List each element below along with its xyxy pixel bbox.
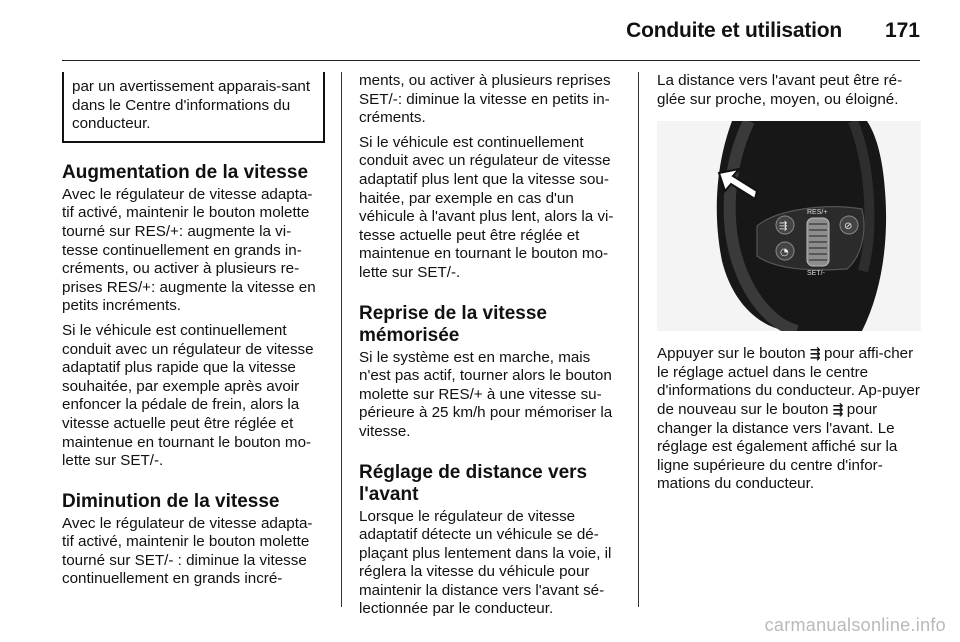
distance-button-icon: ⇶ [779,221,788,233]
page-number: 171 [884,19,920,42]
section-heading: Augmentation de la vitesse [62,161,309,183]
header-divider [62,60,920,61]
paragraph: Si le système est en marche, mais n'est pas actif, tourner alors le bouton molette sur RES/+ à une vitesse su-périeure à 25 km/h pour mémoriser la vitesse. [359,348,613,440]
paragraph: Si le véhicule est continuellement conduit avec un régulateur de vitesse adaptatif plus rapide que la vitesse souhaitée, par exemple après avoir enfoncer la pédale de frein, alors la vitesse actuelle peut être réglée et maintenue en tournant le bouton mo-lette sur SET/-. [62,321,314,470]
paragraph-text: pour changer la distance vers l'avant. Le réglage est également affiché sur la ligne supérieure du centre d'infor-mations du conducteur. [657,400,898,493]
column-divider-2 [638,72,639,607]
cancel-icon: ⊘ [844,221,853,233]
column-1 [62,72,324,595]
paragraph: Lorsque le régulateur de vitesse adaptatif détecte un véhicule se dé-plaçant plus lentement dans la voie, il réglera la vitesse du véhicule pour maintenir la distance vers l'avant sé-lectionnée par le conducteur. [359,507,612,618]
paragraph: Si le véhicule est continuellement conduit avec un régulateur de vitesse adaptatif plus lent que la vitesse sou-haitée, par exemple en cas d'un véhicule à l'avant plus lent, alors la vi-tesse actuelle peut être réglée et maintenue en tournant le bouton mo-lette sur SET/-. [359,133,614,281]
paragraph-text: Appuyer sur le bouton [657,345,806,363]
section-heading: Reprise de la vitesse mémorisée [359,302,547,346]
steering-wheel-figure [657,121,921,331]
page-header [0,0,960,62]
paragraph [657,345,921,494]
paragraph: ments, ou activer à plusieurs reprises SET/-: diminue la vitesse en petits in-créments. [359,72,611,127]
distance-button-inline-icon: ⇶ [809,346,820,362]
section-heading: Diminution de la vitesse [62,490,280,512]
section-heading: Réglage de distance vers l'avant [359,461,588,505]
note-box [62,72,325,143]
watermark: carmanualsonline.info [764,615,946,635]
paragraph: La distance vers l'avant peut être ré-glée sur proche, moyen, ou éloigné. [657,72,903,108]
column-divider-1 [341,72,342,607]
paragraph: Avec le régulateur de vitesse adapta-tif activé, maintenir le bouton molette tourné sur SET/- : diminue la vitesse continuellement en grands incré- [62,514,313,588]
paragraph: Avec le régulateur de vitesse adapta-tif activé, maintenir le bouton molette tourné sur RES/+: augmente la vi-tesse continuellement en grands in-créments, ou activer à plusieurs re-prises RES/+: augmente la vitesse en petits incréments. [62,185,316,315]
column-3 [657,72,921,500]
note-text: par un avertissement apparais-sant dans le Centre d'informations du conducteur. [72,78,311,133]
paragraph-text: pour affi-cher le réglage actuel dans le centre d'informations du conducteur. Ap-puyer de nouveau sur le bouton [657,345,920,418]
set-label: SET/- [807,270,825,278]
cruise-icon: ◔ [780,247,789,259]
page-title: Conduite et utilisation [626,19,842,42]
distance-button-inline-icon: ⇶ [832,401,843,417]
res-label: RES/+ [807,209,828,217]
steering-wheel-illustration [657,121,921,331]
column-2 [359,72,623,625]
